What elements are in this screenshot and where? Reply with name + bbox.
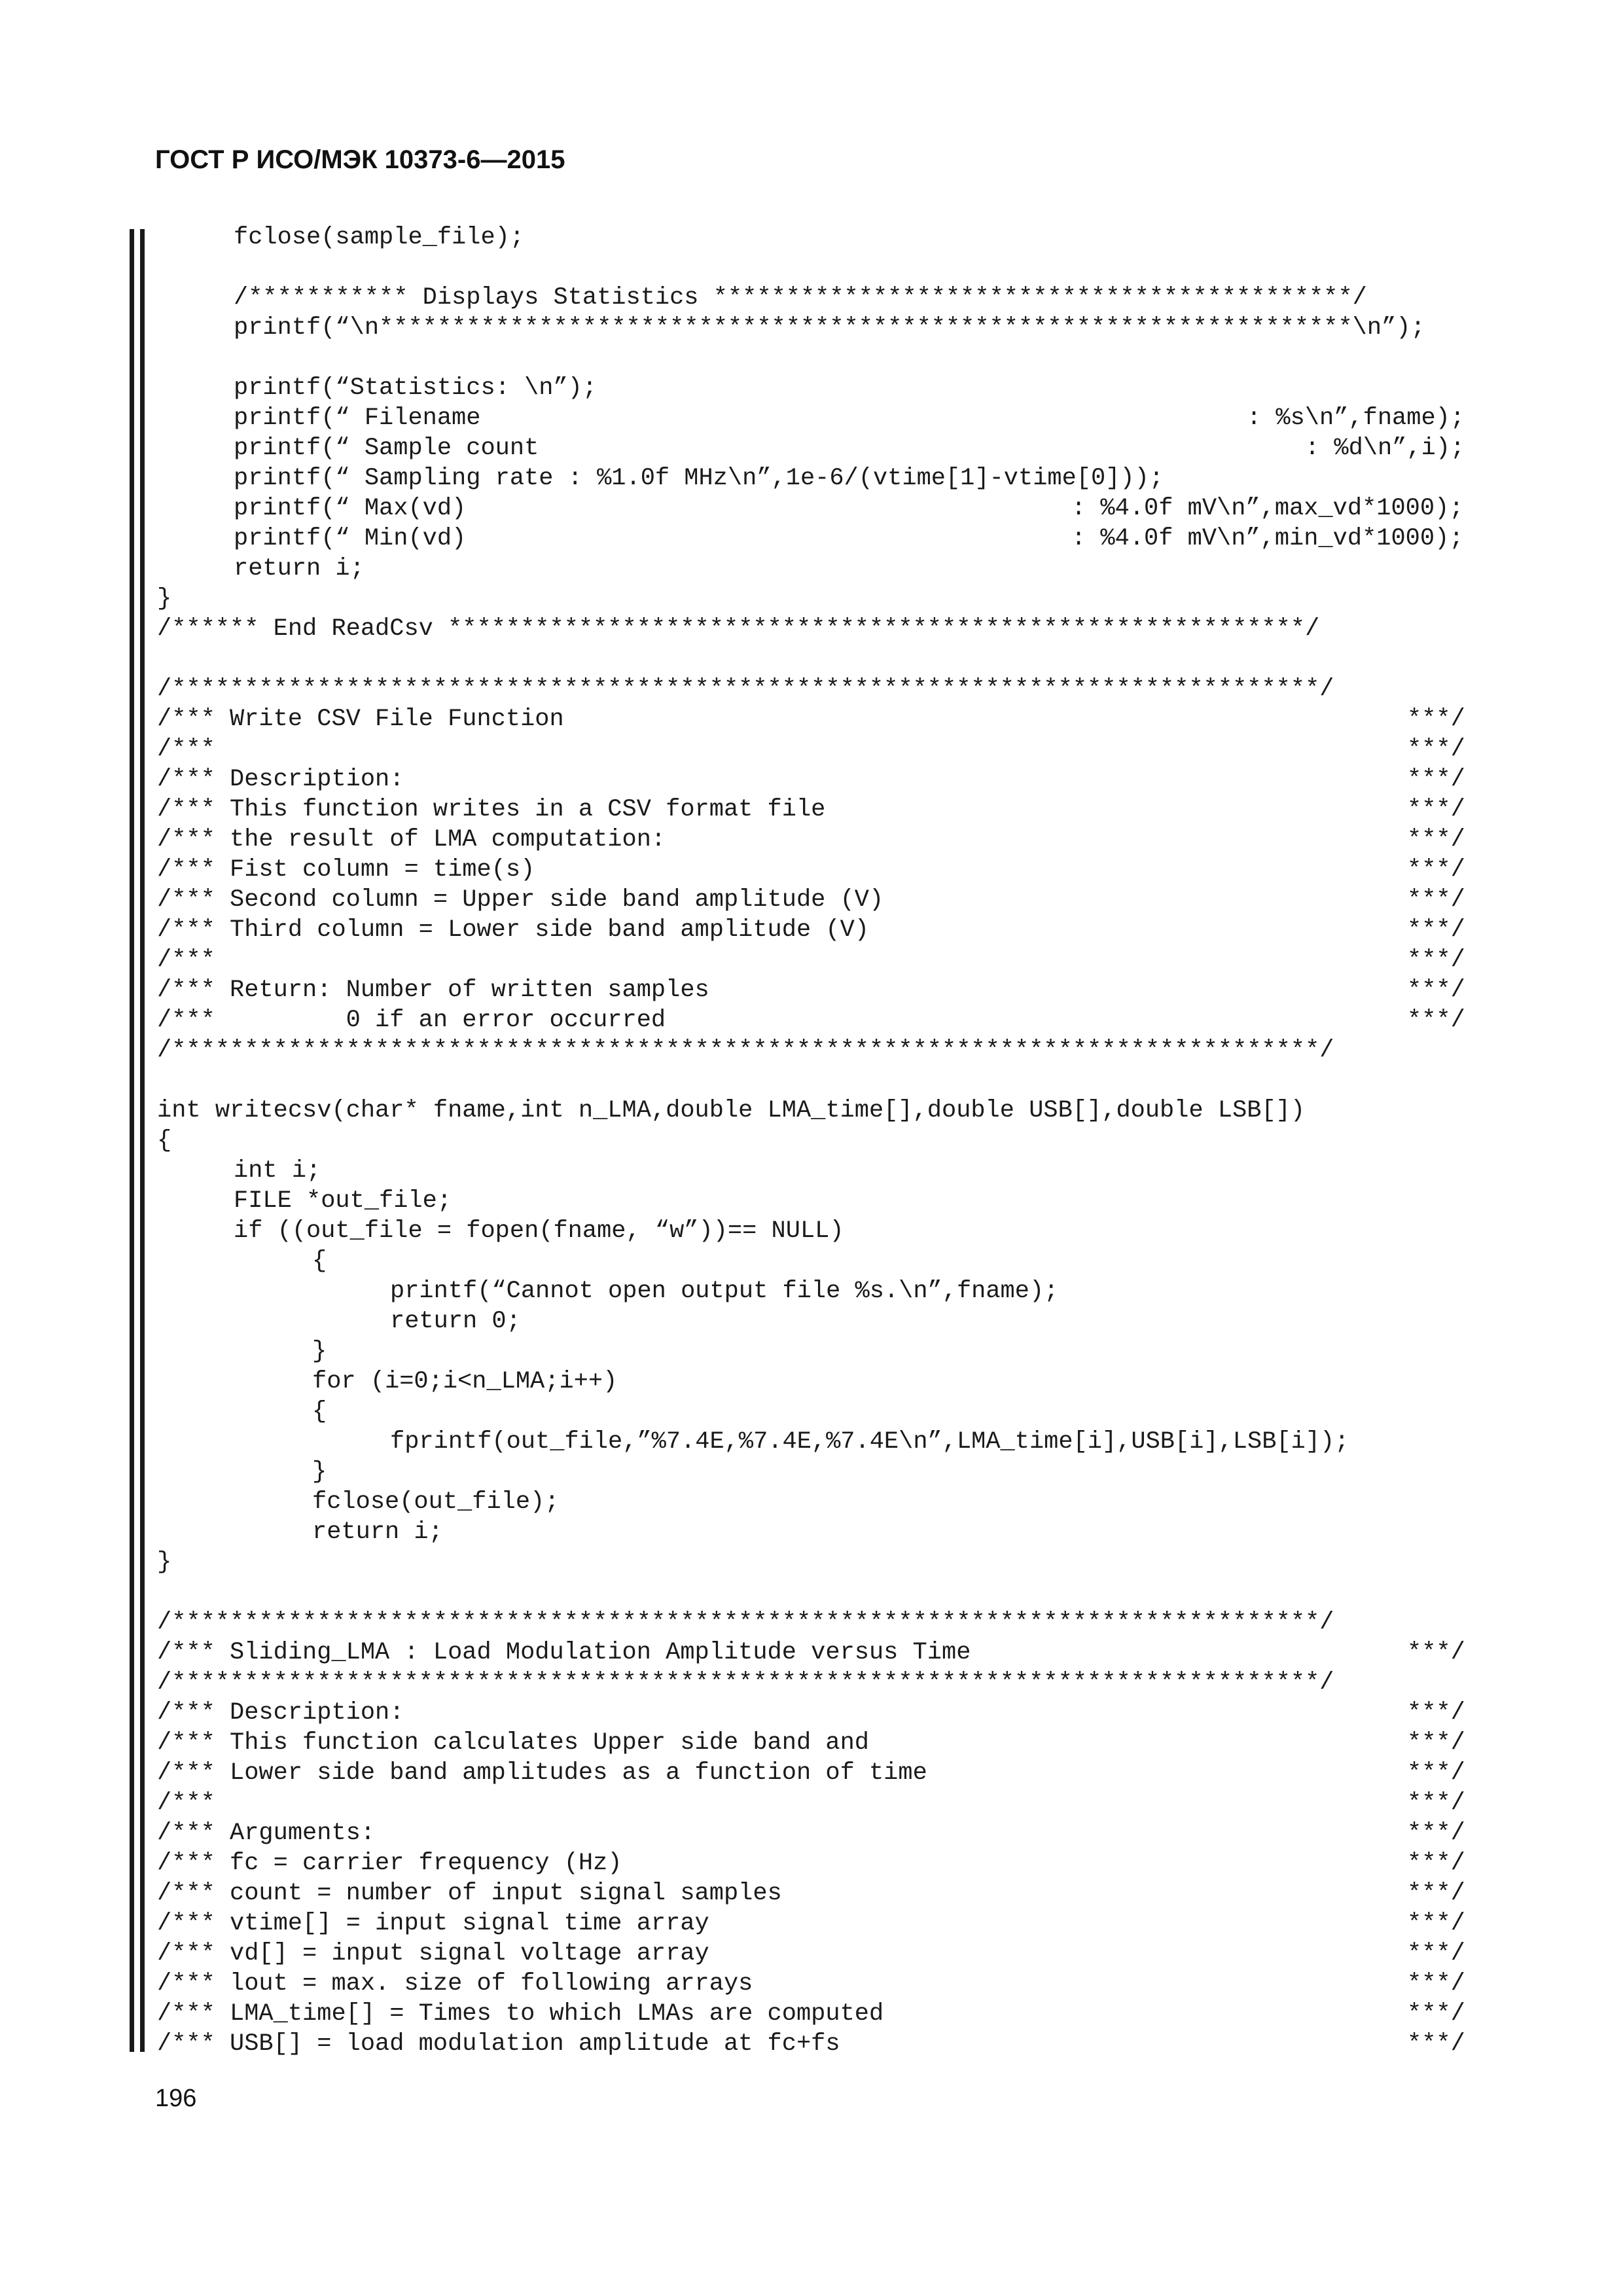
comment-end-marker: ***/ bbox=[1407, 886, 1465, 914]
code-line: /*** bbox=[157, 1789, 215, 1817]
code-line: int i; bbox=[234, 1157, 321, 1185]
code-line: /*** LMA_time[] = Times to which LMAs are computed bbox=[157, 2000, 884, 2028]
code-line: /*** vtime[] = input signal time array bbox=[157, 1910, 709, 1937]
code-line: /*** Second column = Upper side band amplitude (V) bbox=[157, 886, 884, 914]
code-line: /*** Description: bbox=[157, 766, 404, 793]
code-line: /*** count = number of input signal samples bbox=[157, 1880, 782, 1907]
code-line: return 0; bbox=[390, 1308, 521, 1335]
code-line: /*** Fist column = time(s) bbox=[157, 856, 535, 884]
comment-end-marker: ***/ bbox=[1407, 977, 1465, 1004]
change-marker-bar bbox=[130, 229, 134, 2052]
code-line: FILE *out_file; bbox=[234, 1187, 452, 1215]
code-line: { bbox=[312, 1247, 327, 1275]
comment-end-marker: ***/ bbox=[1407, 766, 1465, 793]
comment-end-marker: ***/ bbox=[1407, 2030, 1465, 2058]
change-marker-bar bbox=[140, 229, 145, 2052]
comment-end-marker: ***/ bbox=[1407, 1910, 1465, 1937]
comment-end-marker: ***/ bbox=[1407, 856, 1465, 884]
code-line: } bbox=[157, 585, 172, 613]
comment-end-marker: ***/ bbox=[1407, 1789, 1465, 1817]
code-line: /*** This function writes in a CSV format file bbox=[157, 796, 826, 823]
comment-end-marker: ***/ bbox=[1407, 1759, 1465, 1787]
code-line: printf(“ Max(vd) bbox=[234, 495, 467, 522]
code-line: int writecsv(char* fname,int n_LMA,double LMA_time[],double USB[],double LSB[]) bbox=[157, 1097, 1306, 1124]
code-line: /*** Write CSV File Function bbox=[157, 706, 564, 733]
code-line: return i; bbox=[234, 555, 365, 583]
code-line: /*******************************************************************************/ bbox=[157, 675, 1334, 703]
code-line: return i; bbox=[312, 1518, 443, 1546]
code-line: printf(“Cannot open output file %s.\n”,fname); bbox=[390, 1278, 1059, 1305]
code-line: for (i=0;i<n_LMA;i++) bbox=[312, 1368, 618, 1395]
code-line: /*** USB[] = load modulation amplitude at fc+fs bbox=[157, 2030, 840, 2058]
code-line: printf(“Statistics: \n”); bbox=[234, 374, 597, 402]
code-line: /*********** Displays Statistics ********************************************/ bbox=[234, 284, 1367, 312]
code-line: printf(“ Sample count bbox=[234, 435, 539, 462]
comment-end-marker: ***/ bbox=[1407, 916, 1465, 944]
code-line: printf(“\n*******************************************************************\n”); bbox=[234, 314, 1425, 342]
comment-end-marker: ***/ bbox=[1407, 1007, 1465, 1034]
code-line: fprintf(out_file,”%7.4E,%7.4E,%7.4E\n”,LMA_time[i],USB[i],LSB[i]); bbox=[390, 1428, 1349, 1456]
code-line: /****** End ReadCsv ***********************************************************/ bbox=[157, 615, 1320, 643]
code-line: } bbox=[312, 1458, 327, 1486]
code-line: } bbox=[157, 1549, 172, 1576]
comment-end-marker: ***/ bbox=[1407, 2000, 1465, 2028]
comment-end-marker: ***/ bbox=[1407, 706, 1465, 733]
code-line: printf(“ Min(vd) bbox=[234, 525, 467, 552]
comment-end-marker: ***/ bbox=[1407, 1970, 1465, 1998]
code-line: /*** Sliding_LMA : Load Modulation Amplitude versus Time bbox=[157, 1639, 971, 1666]
code-line: /*** fc = carrier frequency (Hz) bbox=[157, 1850, 622, 1877]
comment-end-marker: ***/ bbox=[1407, 1639, 1465, 1666]
code-line: /*** Return: Number of written samples bbox=[157, 977, 709, 1004]
code-line: /*** the result of LMA computation: bbox=[157, 826, 666, 853]
code-line-right: : %d\n”,i); bbox=[1305, 435, 1465, 462]
code-line: /*** vd[] = input signal voltage array bbox=[157, 1940, 709, 1967]
code-line: } bbox=[312, 1338, 327, 1365]
code-line: /*** Description: bbox=[157, 1699, 404, 1727]
comment-end-marker: ***/ bbox=[1407, 736, 1465, 763]
code-line: if ((out_file = fopen(fname, “w”))== NULL) bbox=[234, 1217, 844, 1245]
code-line: /*** This function calculates Upper side band and bbox=[157, 1729, 869, 1757]
code-line: /*******************************************************************************/ bbox=[157, 1669, 1334, 1696]
code-line: /*** bbox=[157, 736, 215, 763]
code-line: /*******************************************************************************/ bbox=[157, 1037, 1334, 1064]
comment-end-marker: ***/ bbox=[1407, 1940, 1465, 1967]
code-line: printf(“ Sampling rate : %1.0f MHz\n”,1e-6/(vtime[1]-vtime[0])); bbox=[234, 465, 1164, 492]
code-line: fclose(out_file); bbox=[312, 1488, 560, 1516]
code-line: fclose(sample_file); bbox=[234, 224, 525, 251]
code-line: printf(“ Filename bbox=[234, 404, 481, 432]
code-line: /*** Lower side band amplitudes as a function of time bbox=[157, 1759, 927, 1787]
comment-end-marker: ***/ bbox=[1407, 946, 1465, 974]
code-line: /*** Arguments: bbox=[157, 1820, 376, 1847]
code-line: { bbox=[157, 1127, 172, 1155]
code-line: /*** lout = max. size of following arrays bbox=[157, 1970, 753, 1998]
code-line: /*** bbox=[157, 946, 215, 974]
comment-end-marker: ***/ bbox=[1407, 1880, 1465, 1907]
comment-end-marker: ***/ bbox=[1407, 826, 1465, 853]
comment-end-marker: ***/ bbox=[1407, 1729, 1465, 1757]
comment-end-marker: ***/ bbox=[1407, 796, 1465, 823]
document-header: ГОСТ Р ИСО/МЭК 10373-6—2015 bbox=[155, 145, 565, 174]
code-line-right: : %s\n”,fname); bbox=[1247, 404, 1465, 432]
code-line: /*** Third column = Lower side band amplitude (V) bbox=[157, 916, 869, 944]
code-line: /*** 0 if an error occurred bbox=[157, 1007, 666, 1034]
comment-end-marker: ***/ bbox=[1407, 1850, 1465, 1877]
comment-end-marker: ***/ bbox=[1407, 1820, 1465, 1847]
code-line: /*******************************************************************************/ bbox=[157, 1609, 1334, 1636]
code-line: { bbox=[312, 1398, 327, 1426]
code-line-right: : %4.0f mV\n”,min_vd*1000); bbox=[1071, 525, 1464, 552]
page-number: 196 bbox=[155, 2085, 197, 2112]
comment-end-marker: ***/ bbox=[1407, 1699, 1465, 1727]
code-line-right: : %4.0f mV\n”,max_vd*1000); bbox=[1071, 495, 1464, 522]
